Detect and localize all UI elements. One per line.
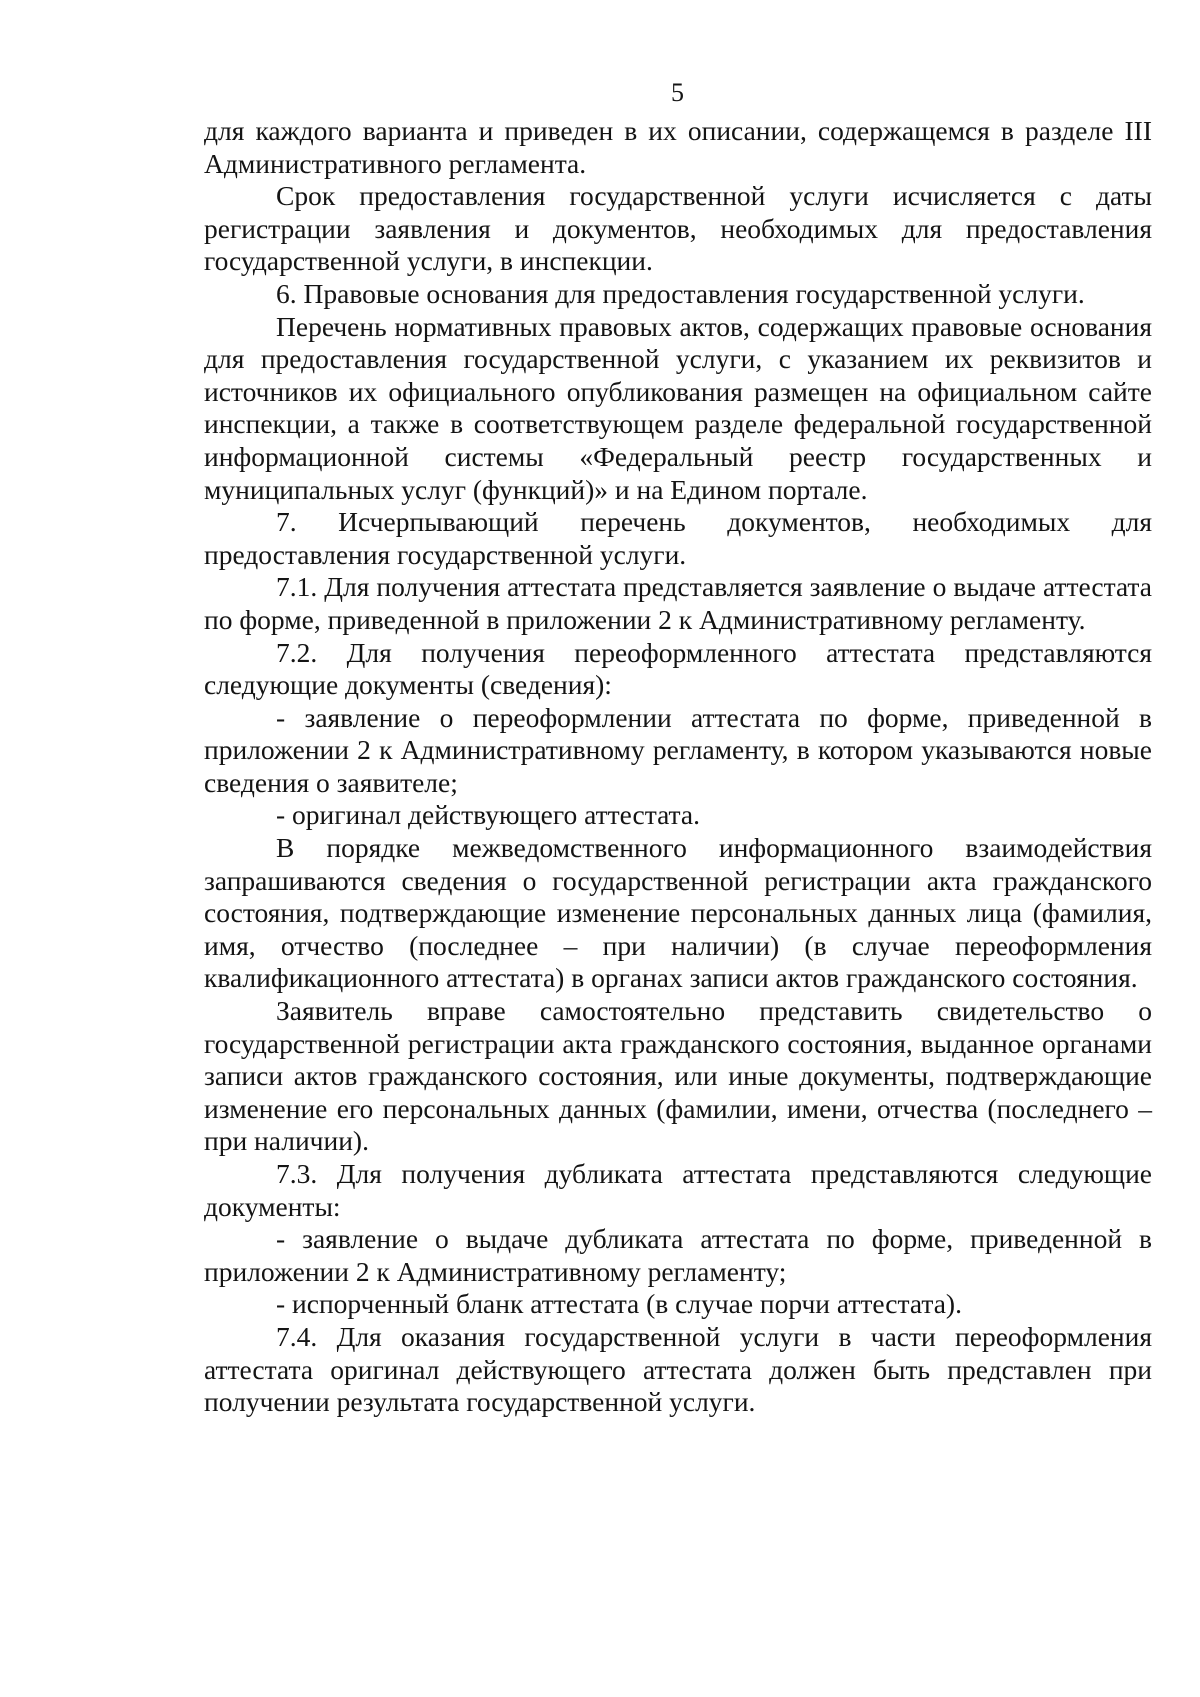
list-item-reissue-application: - заявление о переоформлении аттестата по форме, приведенной в приложении 2 к Административному регламенту, в котором указываются новые сведения о заявителе; — [204, 701, 1152, 798]
paragraph-applicant-right: Заявитель вправе самостоятельно представить свидетельство о государственной регистрации акта гражданского состояния, выданное органами записи актов гражданского состояния, или иные документы, подтверждающие изменение его персональных данных (фамилии, имени, отчества (последнего – при наличии). — [204, 995, 1152, 1157]
paragraph-7-2: 7.2. Для получения переоформленного аттестата представляются следующие документы (сведения): — [204, 636, 1152, 701]
document-body — [204, 115, 1152, 1419]
section-7-heading: 7. Исчерпывающий перечень документов, необходимых для предоставления государственной услуги. — [204, 506, 1152, 570]
paragraph-continuation: для каждого варианта и приведен в их описании, содержащемся в разделе III Административного регламента. — [204, 115, 1152, 179]
list-item-damaged-form: - испорченный бланк аттестата (в случае порчи аттестата). — [276, 1288, 962, 1320]
paragraph-7-1: 7.1. Для получения аттестата представляется заявление о выдаче аттестата по форме, приведенной в приложении 2 к Административному регламенту. — [204, 571, 1152, 635]
paragraph-interagency-request: В порядке межведомственного информационного взаимодействия запрашиваются сведения о государственной регистрации акта гражданского состояния, подтверждающие изменение персональных данных лица (фамилия, имя, отчество (последнее – при наличии) (в случае переоформления квалификационного аттестата) в органах записи актов гражданского состояния. — [204, 832, 1152, 994]
paragraph-service-term: Срок предоставления государственной услуги исчисляется с даты регистрации заявления и документов, необходимых для предоставления государственной услуги, в инспекции. — [204, 180, 1152, 277]
paragraph-7-4: 7.4. Для оказания государственной услуги в части переоформления аттестата оригинал действующего аттестата должен быть представлен при получении результата государственной услуги. — [204, 1320, 1152, 1418]
paragraph-legal-acts-list: Перечень нормативных правовых актов, содержащих правовые основания для предоставления государственной услуги, с указанием их реквизитов и источников их официального опубликования размещен на официальном сайте инспекции, а также в соответствующем разделе федеральной государственной информационной системы «Федеральный реестр государственных и муниципальных услуг (функций)» и на Едином портале. — [204, 310, 1152, 505]
page-number: 5 — [671, 78, 684, 107]
paragraph-7-3: 7.3. Для получения дубликата аттестата представляются следующие документы: — [204, 1158, 1152, 1222]
list-item-original-certificate: - оригинал действующего аттестата. — [276, 799, 700, 831]
list-item-duplicate-application: - заявление о выдаче дубликата аттестата по форме, приведенной в приложении 2 к Административному регламенту; — [204, 1223, 1152, 1287]
section-6-heading: 6. Правовые основания для предоставления государственной услуги. — [276, 277, 1085, 309]
